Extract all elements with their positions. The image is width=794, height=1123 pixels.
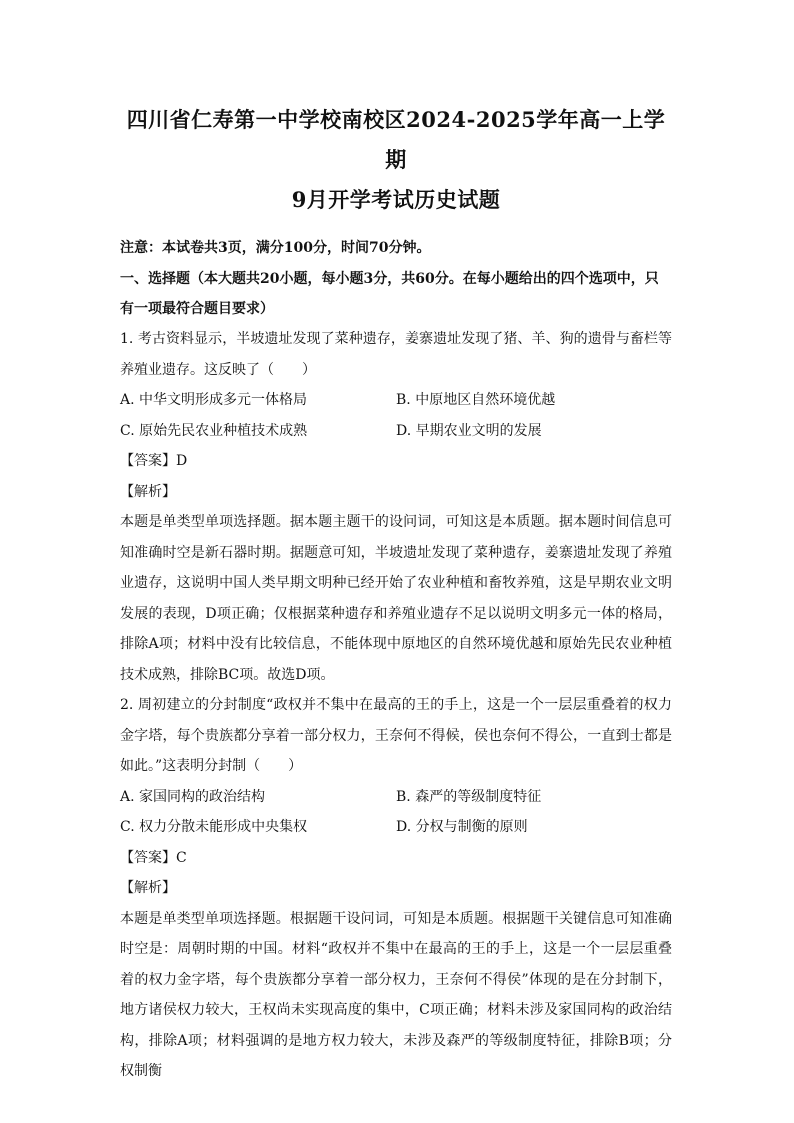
- exam-notice: 注意：本试卷共3页，满分100分，时间70分钟。: [120, 240, 431, 256]
- option-d: D. 早期农业文明的发展: [396, 422, 542, 439]
- option-b: B. 中原地区自然环境优越: [396, 392, 556, 408]
- option-a: A. 家国同构的政治结构: [120, 788, 266, 805]
- option-b: B. 森严的等级制度特征: [396, 788, 542, 805]
- document-title: [120, 100, 672, 220]
- question-stem: 2. 周初建立的分封制度“政权并不集中在最高的王的手上，这是一个一层层重叠着的权力金字塔，每个贵族都分享着一部分权力，王奈何不得候，侯也奈何不得公，一直到士都是如此。”这表明分封制（ ）: [120, 697, 672, 774]
- title-line-1: 四川省仁寿第一中学校南校区2024-2025学年高一上学期: [126, 107, 666, 172]
- analysis-text: 本题是单类型单项选择题。据本题主题干的设问词，可知这是本质题。据本题时间信息可知准确时空是新石器时期。据题意可知，半坡遗址发现了菜种遗存，姜寨遗址发现了养殖业遗存，这说明中国人类早期文明种已经开始了农业种植和畜牧养殖，这是早期农业文明发展的表现，D项正确；仅根据菜种遗存和养殖业遗存不足以说明文明多元一体的格局，排除A项；材料中没有比较信息，不能体现中原地区的自然环境优越和原始先民农业种植技术成熟，排除BC项。故选D项。: [120, 514, 672, 683]
- question-1: [120, 324, 672, 690]
- title-line-2: 9月开学考试历史试题: [291, 187, 501, 212]
- analysis-label: 【解析】: [120, 880, 176, 896]
- option-c: C. 原始先民农业种植技术成熟: [120, 422, 308, 439]
- section-title: 一、选择题（本大题共20小题，每小题3分，共60分。在每小题给出的四个选项中，只有一项最符合题目要求）: [120, 271, 659, 317]
- option-c: C. 权力分散未能形成中央集权: [120, 819, 308, 835]
- option-a: A. 中华文明形成多元一体格局: [120, 392, 308, 408]
- option-d: D. 分权与制衡的原则: [396, 819, 528, 835]
- question-options: [120, 385, 672, 446]
- question-options: [120, 782, 672, 843]
- question-2: [120, 690, 672, 1087]
- answer-label: 【答案】C: [120, 849, 187, 866]
- answer-label: 【答案】D: [120, 453, 188, 469]
- question-stem: 1. 考古资料显示，半坡遗址发现了菜种遗存，姜寨遗址发现了猪、羊、狗的遗骨与畜栏等养殖业遗存。这反映了（ ）: [120, 331, 672, 378]
- analysis-text: 本题是单类型单项选择题。根据题干设问词，可知是本质题。根据题干关键信息可知准确时空是：周朝时期的中国。材料“政权并不集中在最高的王的手上，这是一个一层层重叠着的权力金字塔，每个贵族都分享着一部分权力，王奈何不得侯”体现的是在分封制下，地方诸侯权力较大，王权尚未实现高度的集中，C项正确；材料未涉及家国同构的政治结构，排除A项；材料强调的是地方权力较大，未涉及森严的等级制度特征，排除B项；分权制衡: [120, 910, 672, 1079]
- analysis-label: 【解析】: [120, 483, 176, 500]
